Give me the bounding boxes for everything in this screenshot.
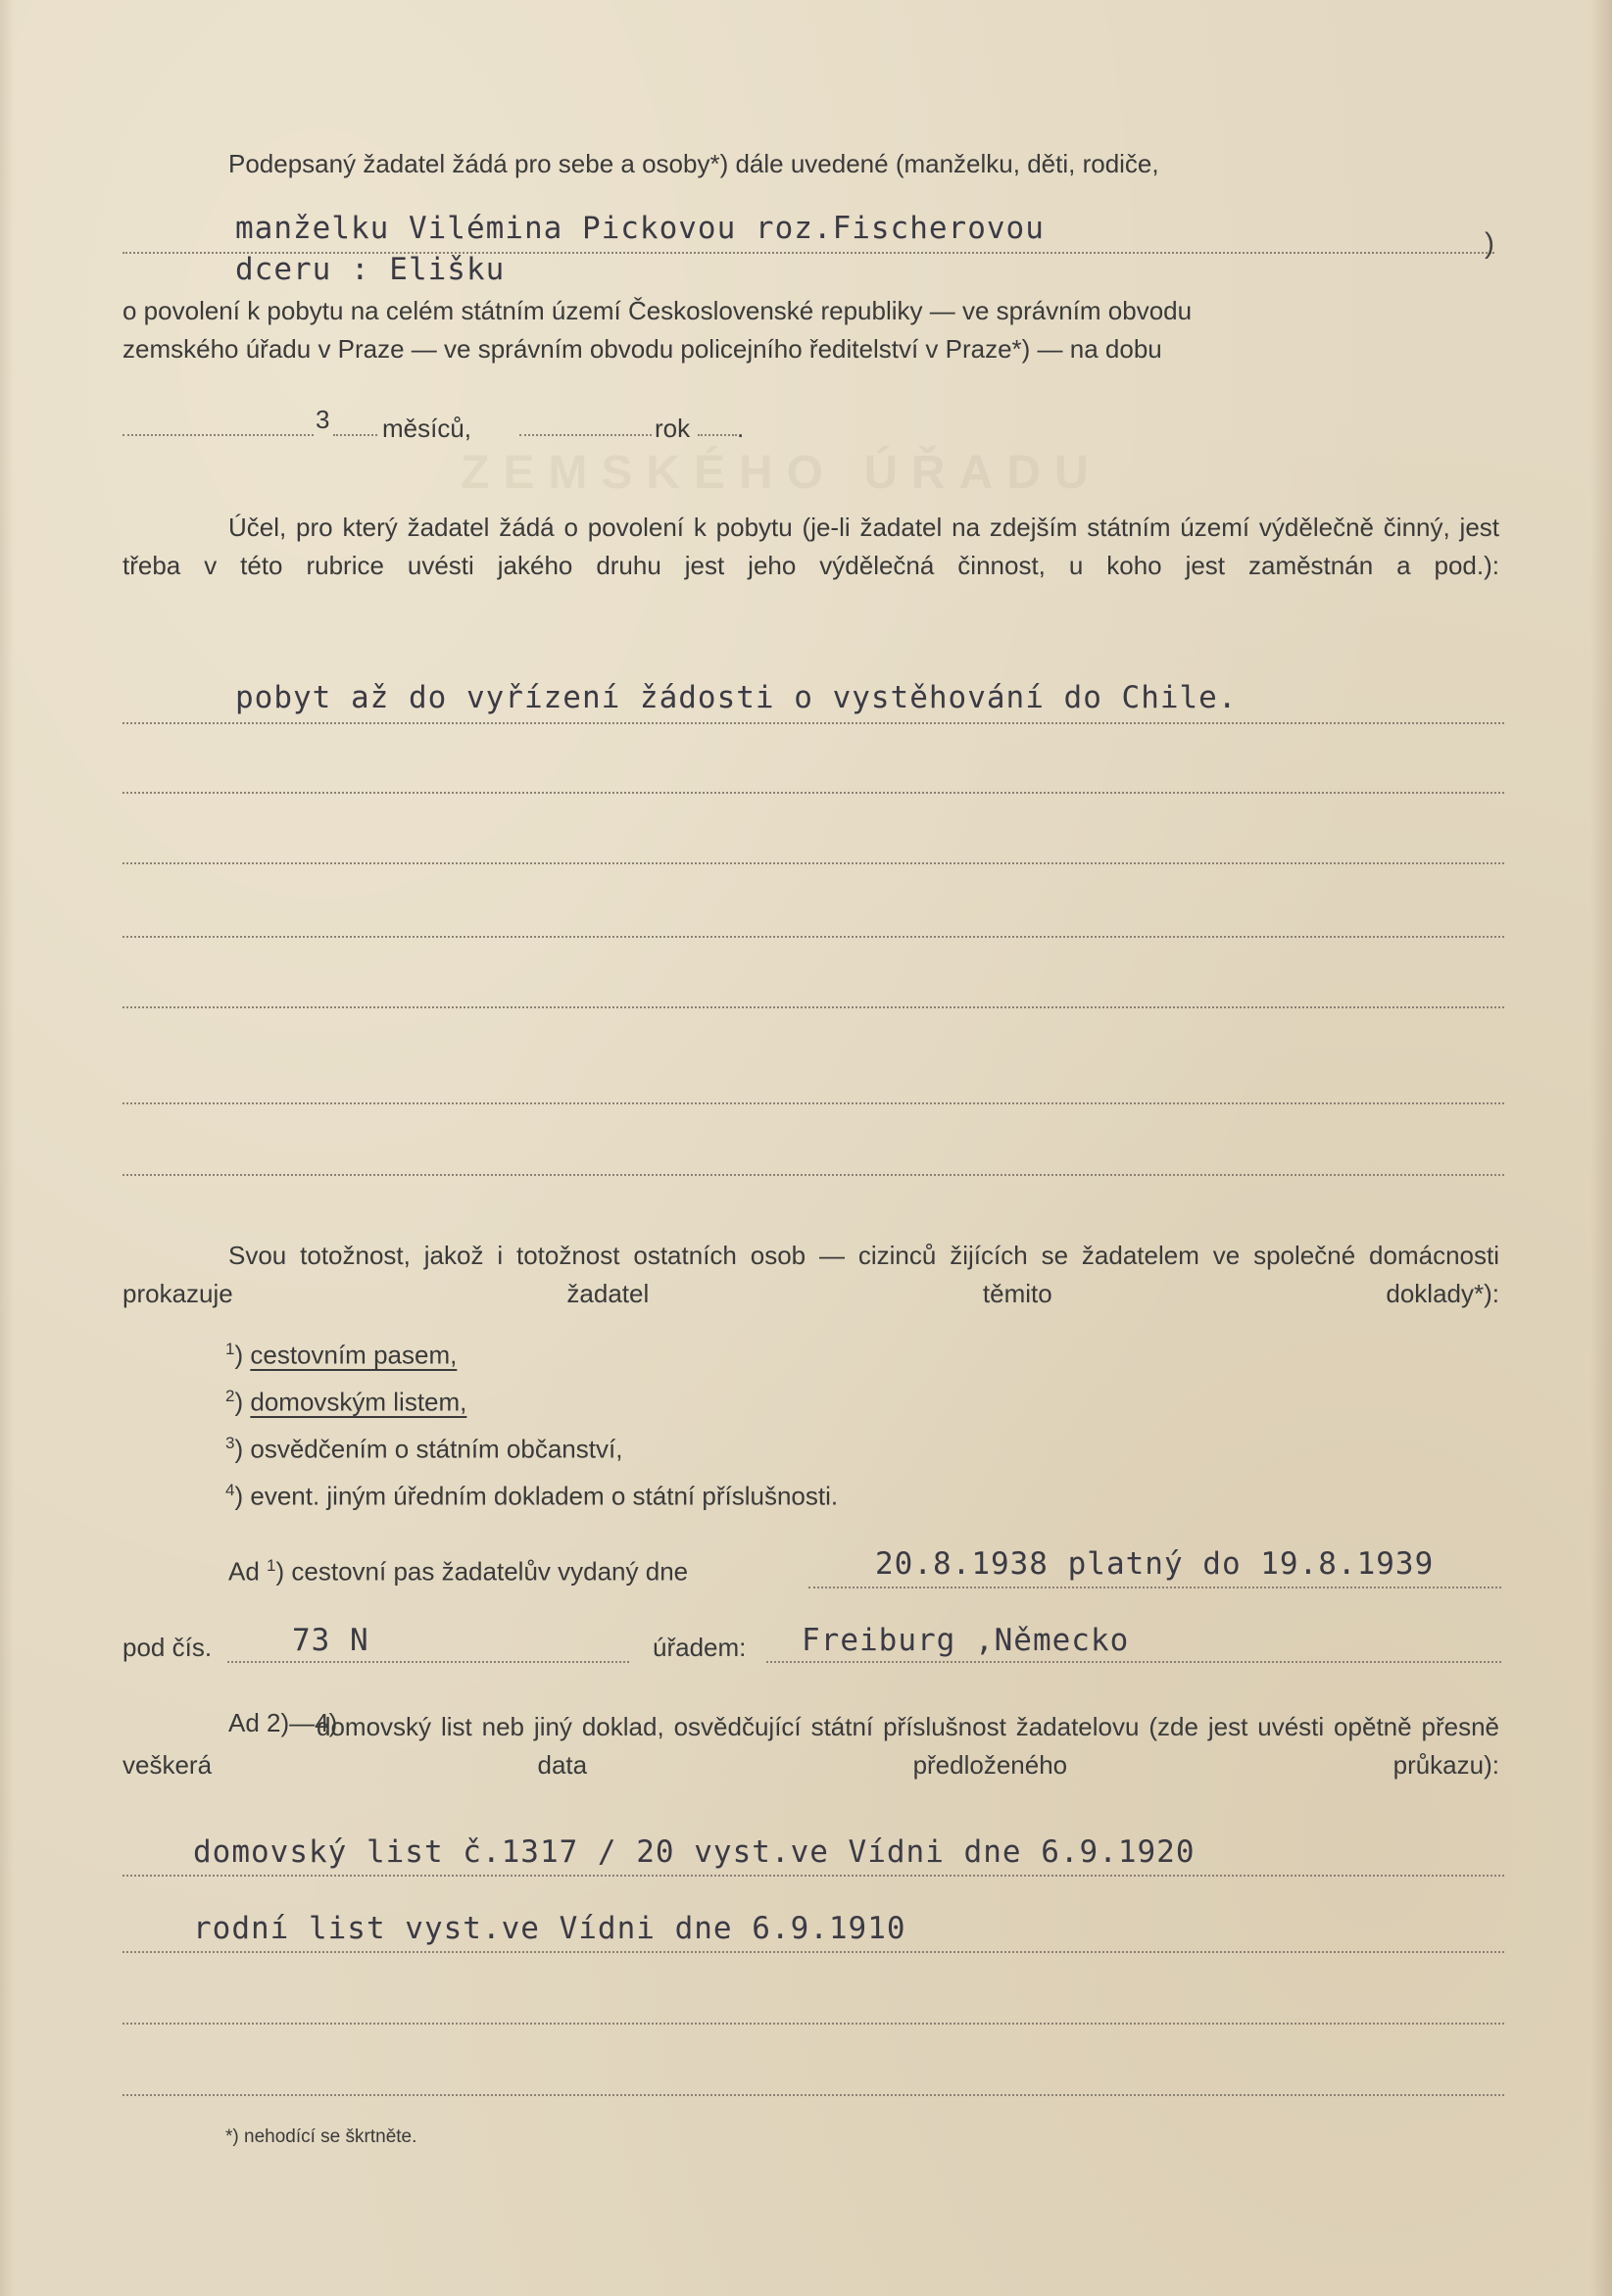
passport-ad-text: cestovní pas žadatelův vydaný dne xyxy=(291,1556,689,1587)
purpose-instructions: Účel, pro který žadatel žádá o povolení k pobytu (je-li žadatel na zdejším státním území výdělečně činný, jest třeba v této rubrice uvésti jakého druhu jest jeho výdělečná činnost, u koho jest zaměstnán a pod.): xyxy=(122,513,1499,580)
duration-end-mark: . xyxy=(737,414,745,443)
other-docs-line-1 xyxy=(122,1875,1504,1877)
identity-item-3: $^3$) osvědčením o státním občanství, xyxy=(225,1434,623,1464)
other-docs-line-3 xyxy=(122,2023,1504,2025)
intro-line-2: o povolení k pobytu na celém státním území Československé republiky — ve správním obvodu xyxy=(122,296,1193,325)
purpose-line-7 xyxy=(122,1174,1504,1176)
passport-office-field[interactable]: Freiburg ,Německo xyxy=(802,1623,1130,1658)
paper-edge-left xyxy=(0,0,14,2296)
other-docs-line-2 xyxy=(122,1951,1504,1953)
purpose-line-2 xyxy=(122,792,1504,794)
closing-parenthesis: ) xyxy=(1485,227,1494,260)
years-dotted-line[interactable] xyxy=(519,434,652,436)
other-docs-entry-1[interactable]: domovský list č.1317 / 20 vyst.ve Vídni dne 6.9.1920 xyxy=(193,1834,1196,1870)
months-dotted-line-tail xyxy=(333,434,377,436)
intro-line-1: Podepsaný žadatel žádá pro sebe a osoby*) dále uvedené (manželku, děti, rodiče, xyxy=(228,149,1159,178)
passport-ad-line: Ad $^1$) cestovní pas žadatelův vydaný dne xyxy=(228,1556,689,1587)
other-docs-ad-prefix: Ad xyxy=(228,1708,260,1737)
years-dotted-line-tail xyxy=(698,434,737,436)
paper-edge-right xyxy=(1590,0,1612,2296)
purpose-line-1 xyxy=(122,722,1504,724)
bleed-through-watermark: ZEMSKÉHO ÚŘADU xyxy=(461,447,1102,499)
purpose-line-5 xyxy=(122,1006,1504,1008)
passport-number-label: pod čís. xyxy=(122,1633,213,1662)
passport-issued-dotted-line xyxy=(808,1587,1501,1588)
other-docs-ad-numbers: 2)—4) xyxy=(267,1708,338,1737)
person-2-field[interactable]: dceru : Elišku xyxy=(235,252,506,287)
passport-ad-prefix: Ad xyxy=(228,1556,260,1587)
item-3-label: osvědčením o státním občanství, xyxy=(250,1434,623,1464)
other-docs-entry-2[interactable]: rodní list vyst.ve Vídni dne 6.9.1910 xyxy=(193,1911,906,1946)
identity-item-1: $^1$) cestovním pasem, xyxy=(225,1340,458,1370)
purpose-line-4 xyxy=(122,936,1504,938)
passport-issued-field[interactable]: 20.8.1938 platný do 19.8.1939 xyxy=(875,1546,1435,1582)
identity-item-4: $^4$) event. jiným úředním dokladem o státní příslušnosti. xyxy=(225,1481,839,1511)
item-3-number: 3 xyxy=(225,1434,235,1452)
passport-number-field[interactable]: 73 N xyxy=(292,1623,369,1658)
passport-number-dotted-line xyxy=(227,1661,629,1663)
purpose-line-3 xyxy=(122,862,1504,864)
item-2-label: domovským listem, xyxy=(250,1387,467,1417)
purpose-answer-field[interactable]: pobyt až do vyřízení žádosti o vystěhování do Chile. xyxy=(235,680,1238,715)
identity-item-2: $^2$) domovským listem, xyxy=(225,1387,467,1417)
passport-ad-number: 1 xyxy=(267,1556,276,1575)
purpose-line-6 xyxy=(122,1102,1504,1104)
footnote: *) nehodící se škrtněte. xyxy=(225,2126,417,2147)
item-4-label: event. jiným úředním dokladem o státní příslušnosti. xyxy=(250,1481,839,1511)
intro-line-3: zemského úřadu v Praze — ve správním obvodu policejního ředitelství v Praze*) — na dobu xyxy=(122,334,1162,364)
months-label: měsíců, xyxy=(382,414,472,443)
passport-office-dotted-line xyxy=(766,1661,1501,1663)
years-label: rok xyxy=(655,414,691,443)
other-docs-instructions: domovský list neb jiný doklad, osvědčující státní příslušnost žadatelovu (zde jest uvésti opětně přesně veškerá data předloženého průkazu): xyxy=(122,1712,1499,1780)
identity-instructions: Svou totožnost, jakož i totožnost ostatních osob — cizinců žijících se žadatelem ve společné domácnosti prokazuje žadatel těmito doklady*): xyxy=(122,1241,1499,1308)
item-2-number: 2 xyxy=(225,1387,235,1405)
other-docs-line-4 xyxy=(122,2094,1504,2096)
item-1-number: 1 xyxy=(225,1340,235,1358)
item-4-number: 4 xyxy=(225,1481,235,1499)
item-1-label: cestovním pasem, xyxy=(250,1340,458,1370)
person-1-field[interactable]: manželku Vilémina Pickovou roz.Fischerovou xyxy=(235,211,1045,246)
passport-office-label: úřadem: xyxy=(653,1633,747,1662)
months-dotted-line xyxy=(122,434,314,436)
months-value[interactable]: 3 xyxy=(316,405,330,434)
